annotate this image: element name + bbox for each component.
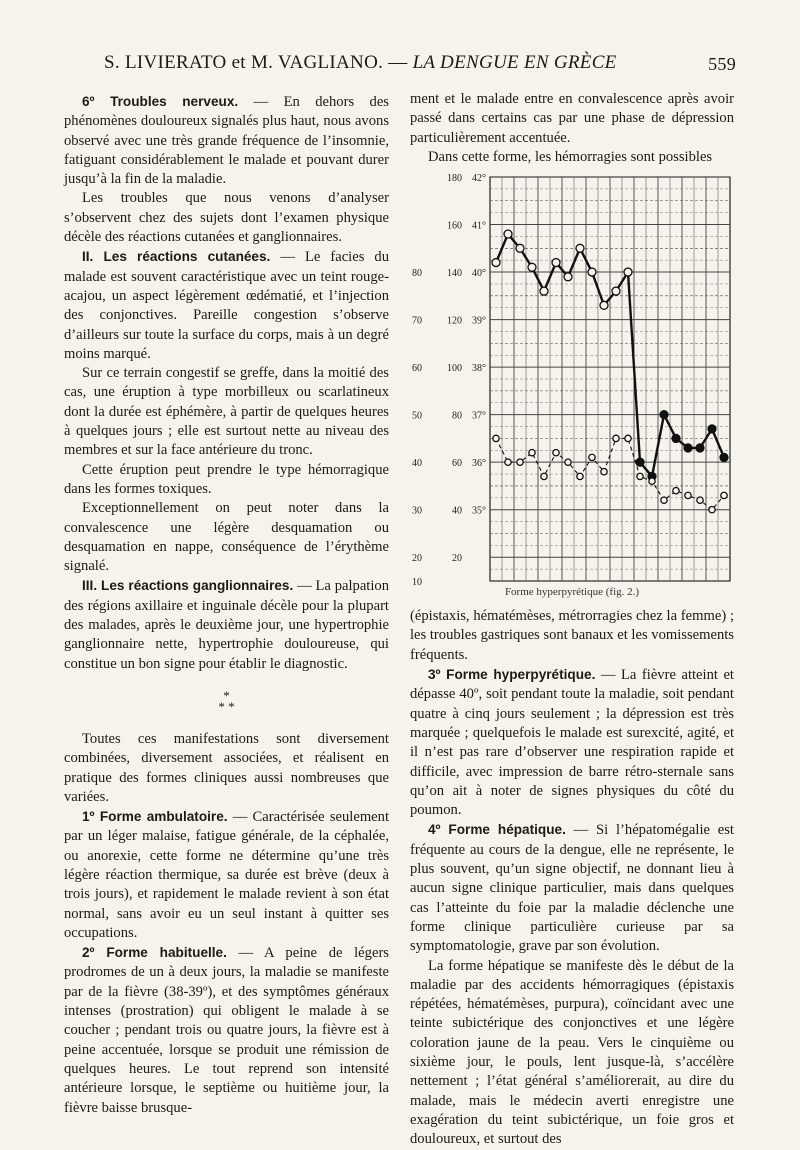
tick-label-pulse: 60 bbox=[452, 458, 462, 470]
tick-label-temperature: 41° bbox=[472, 220, 486, 232]
data-point-temperature bbox=[672, 435, 680, 443]
page-number: 559 bbox=[708, 54, 736, 74]
asterism-separator bbox=[64, 687, 389, 714]
tick-label-temperature: 37° bbox=[472, 410, 486, 422]
data-point-temperature bbox=[564, 273, 572, 281]
data-point-pulse bbox=[565, 459, 571, 465]
paragraph: (épistaxis, hématémèses, métrorragies chez la femme) ; les troubles gastriques sont banaux et les vomissements fréquents. bbox=[410, 608, 734, 663]
tick-label-respiration: 50 bbox=[412, 410, 422, 422]
paragraph-forme-ambulatoire bbox=[64, 807, 389, 943]
section-heading: II. Les réactions cutanées. bbox=[82, 249, 271, 265]
data-point-temperature bbox=[528, 263, 536, 271]
data-point-temperature bbox=[684, 444, 692, 452]
figure-caption: Forme hyperpyrétique (fig. 2.) bbox=[504, 586, 640, 599]
paragraph: Exceptionnellement on peut noter dans la convalescence une légère desquamation ou desquamation en nappe, conséquence de l’érythème signalé. bbox=[64, 500, 389, 575]
data-point-temperature bbox=[588, 268, 596, 276]
data-point-temperature bbox=[696, 444, 704, 452]
tick-label-respiration: 60 bbox=[412, 363, 422, 375]
data-point-pulse bbox=[529, 450, 535, 456]
tick-label-temperature: 38° bbox=[472, 363, 486, 375]
data-point-temperature bbox=[504, 230, 512, 238]
tick-label-pulse: 180 bbox=[447, 173, 462, 185]
paragraph: ment et le malade entre en convalescence après avoir passé dans certains cas par une phase de dépression particulièrement accentuée. bbox=[410, 91, 734, 146]
data-point-pulse bbox=[601, 469, 607, 475]
section-heading: 4º Forme hépatique. bbox=[428, 822, 566, 838]
left-column bbox=[64, 92, 389, 1118]
data-point-pulse bbox=[613, 435, 619, 441]
data-point-temperature bbox=[636, 458, 644, 466]
paragraph-reactions-cutanees bbox=[64, 247, 389, 364]
paragraph: Cette éruption peut prendre le type hémorragique dans les formes toxiques. bbox=[64, 461, 389, 497]
data-point-pulse bbox=[553, 450, 559, 456]
paragraph-forme-hyperpyretique bbox=[410, 665, 734, 820]
data-point-temperature bbox=[492, 259, 500, 267]
tick-label-respiration: 70 bbox=[412, 315, 422, 327]
data-point-pulse bbox=[517, 459, 523, 465]
right-column bbox=[410, 90, 734, 1150]
tick-label-respiration: 30 bbox=[412, 505, 422, 517]
paragraph-text: — Caractérisée seulement par un léger malaise, fatigue générale, de la céphalée, ou anorexie, cette forme ne détermine qu’une très légère réaction thermique, sa durée est brève (deux à trois jours), et rapidement le malade revient à son état normal, sans avoir eu un seul instant à quitter ses occupations. bbox=[64, 809, 389, 941]
tick-label-respiration: 80 bbox=[412, 268, 422, 280]
section-heading: 6º Troubles nerveux. bbox=[82, 94, 239, 109]
data-point-temperature bbox=[540, 287, 548, 295]
data-point-pulse bbox=[625, 435, 631, 441]
header-authors: S. LIVIERATO et M. VAGLIANO. — bbox=[104, 52, 408, 73]
tick-label-pulse: 140 bbox=[447, 268, 462, 280]
temperature-chart bbox=[410, 173, 734, 585]
chart-svg bbox=[410, 173, 734, 585]
data-point-pulse bbox=[661, 497, 667, 503]
tick-label-pulse: 120 bbox=[447, 315, 462, 327]
data-point-pulse bbox=[697, 497, 703, 503]
tick-label-temperature: 39° bbox=[472, 315, 486, 327]
data-point-pulse bbox=[673, 488, 679, 494]
paragraph: Sur ce terrain congestif se greffe, dans la moitié des cas, une éruption à type morbilleux ou scarlatineux dont la durée est éphémère, à partir de quelques heures à quelques jours ; elle est surtout nette au niveau des membres et sur la face antérieure du tronc. bbox=[64, 365, 389, 459]
tick-label-pulse: 100 bbox=[447, 363, 462, 375]
data-point-pulse bbox=[637, 473, 643, 479]
data-point-temperature bbox=[612, 287, 620, 295]
data-point-temperature bbox=[600, 302, 608, 310]
data-point-pulse bbox=[505, 459, 511, 465]
data-point-pulse bbox=[589, 454, 595, 460]
data-point-pulse bbox=[577, 473, 583, 479]
paragraph-text: — La palpation des régions axillaire et inguinale décèle pour la plupart des malades, après le deuxième jour, une hypertrophie ganglionnaire nette, hypertrophie douloureuse, qui constitue un bon signe pour établir le diagnostic. bbox=[64, 578, 389, 672]
paragraph: La forme hépatique se manifeste dès le début de la maladie par des accidents hémorragiques (épistaxis répétées, hématémèses, purpura), coïncidant avec une teinte subictérique des conjonctives et une légère coloration jaune de la peau. Vers le cinquième ou sixième jour, le pouls, lent jusque-là, s’accélère nettement ; l’état général s’améliorerait, au dire du malade, mais le médecin averti enregistre une exagération du teint subictérique, un foie gros et douloureux, et surtout des bbox=[410, 957, 734, 1148]
paragraph: Dans cette forme, les hémorragies sont possibles bbox=[428, 148, 713, 165]
paragraph-troubles-nerveux bbox=[64, 92, 389, 189]
paragraph: Toutes ces manifestations sont diversement combinées, diversement associées, et réalisent en pratique des formes cliniques aussi nombreuses que variées. bbox=[64, 730, 389, 805]
section-heading: 1º Forme ambulatoire. bbox=[82, 809, 228, 825]
paragraph-forme-hepatique bbox=[410, 820, 734, 956]
tick-label-respiration: 20 bbox=[412, 553, 422, 565]
tick-label-temperature: 42° bbox=[472, 173, 486, 185]
data-point-pulse bbox=[685, 492, 691, 498]
paragraph-text: — Le facies du malade est souvent caractéristique avec un teint rouge-acajou, un aspect légèrement œdématié, et l’injection des conjonctives. Pareille congestion s’observe d’ailleurs sur toute la surface du corps, mais à un degré moins marqué. bbox=[64, 249, 389, 362]
paragraph-text: — La fièvre atteint et dépasse 40º, soit pendant toute la maladie, soit pendant quatre à cinq jours seulement ; la dépression est très marquée ; quelquefois le malade est surexcité, agité, et il n’est pas rare d’observer une respiration rapide et difficile, avec impression de barre rétro-sternale sans qu’on ait à noter de signes physiques du côté du poumon. bbox=[410, 667, 734, 819]
data-point-temperature bbox=[624, 268, 632, 276]
running-header-text bbox=[104, 52, 617, 74]
data-point-temperature bbox=[516, 244, 524, 252]
asterism-top: * bbox=[223, 687, 230, 703]
paragraph-forme-habituelle bbox=[64, 943, 389, 1118]
data-point-pulse bbox=[541, 473, 547, 479]
data-point-temperature bbox=[552, 259, 560, 267]
data-point-pulse bbox=[493, 435, 499, 441]
data-point-temperature bbox=[660, 411, 668, 419]
tick-label-temperature: 35° bbox=[472, 505, 486, 517]
paragraph: Les troubles que nous venons d’analyser s’observent chez des sujets dont l’examen physique décèle des réactions cutanées et ganglionnaires. bbox=[64, 190, 389, 246]
paragraph-text: — Si l’hépatomégalie est fréquente au cours de la dengue, elle ne représente, le plus souvent, qu’un signe objectif, ne donnant lieu à aucun signe clinique particulier, mais dans quelques cas l’atteinte du foie par la maladie déclenche une forme clinique particulière curieuse par sa symptomatologie, grave par son évolution. bbox=[410, 822, 734, 955]
data-point-pulse bbox=[649, 478, 655, 484]
tick-label-pulse: 40 bbox=[452, 505, 462, 517]
data-point-temperature bbox=[720, 454, 728, 462]
paragraph-text: — A peine de légers prodromes de un à deux jours, la maladie se manifeste par de la fièvre (38-39º), et des symptômes généraux intenses (prostration) qui obligent le malade à se coucher ; pendant trois ou quatre jours, la fièvre est à peine accentuée, lorsque se produit une rémission de quelques heures. Le tout reprend son intensité antérieure lorsque, le septième ou huitième jour, la fièvre baisse brusque- bbox=[64, 945, 389, 1116]
data-point-pulse bbox=[709, 507, 715, 513]
paragraph-text: — En dehors des phénomènes douloureux signalés plus haut, nous avons observé avec une très grande fréquence de l’insomnie, fatiguant considérablement le malade et pouvant durer jusqu’à la fin de la maladie. bbox=[64, 94, 389, 188]
tick-label-respiration: 40 bbox=[412, 458, 422, 470]
data-point-temperature bbox=[576, 244, 584, 252]
data-point-temperature bbox=[708, 425, 716, 433]
data-point-pulse bbox=[721, 492, 727, 498]
paragraph-reactions-ganglionnaires bbox=[64, 576, 389, 673]
tick-label-pulse: 20 bbox=[452, 553, 462, 565]
running-header bbox=[104, 52, 736, 82]
tick-label-pulse: 80 bbox=[452, 410, 462, 422]
tick-label-temperature: 40° bbox=[472, 268, 486, 280]
tick-label-pulse: 160 bbox=[447, 220, 462, 232]
section-heading: 2º Forme habituelle. bbox=[82, 945, 227, 961]
tick-label-respiration: 10 bbox=[412, 577, 422, 586]
header-title: LA DENGUE EN GRÈCE bbox=[412, 52, 617, 73]
section-heading: 3º Forme hyperpyrétique. bbox=[428, 667, 596, 683]
tick-label-temperature: 36° bbox=[472, 458, 486, 470]
section-heading: III. Les réactions ganglionnaires. bbox=[82, 578, 294, 594]
asterism-bottom: * * bbox=[218, 698, 235, 714]
